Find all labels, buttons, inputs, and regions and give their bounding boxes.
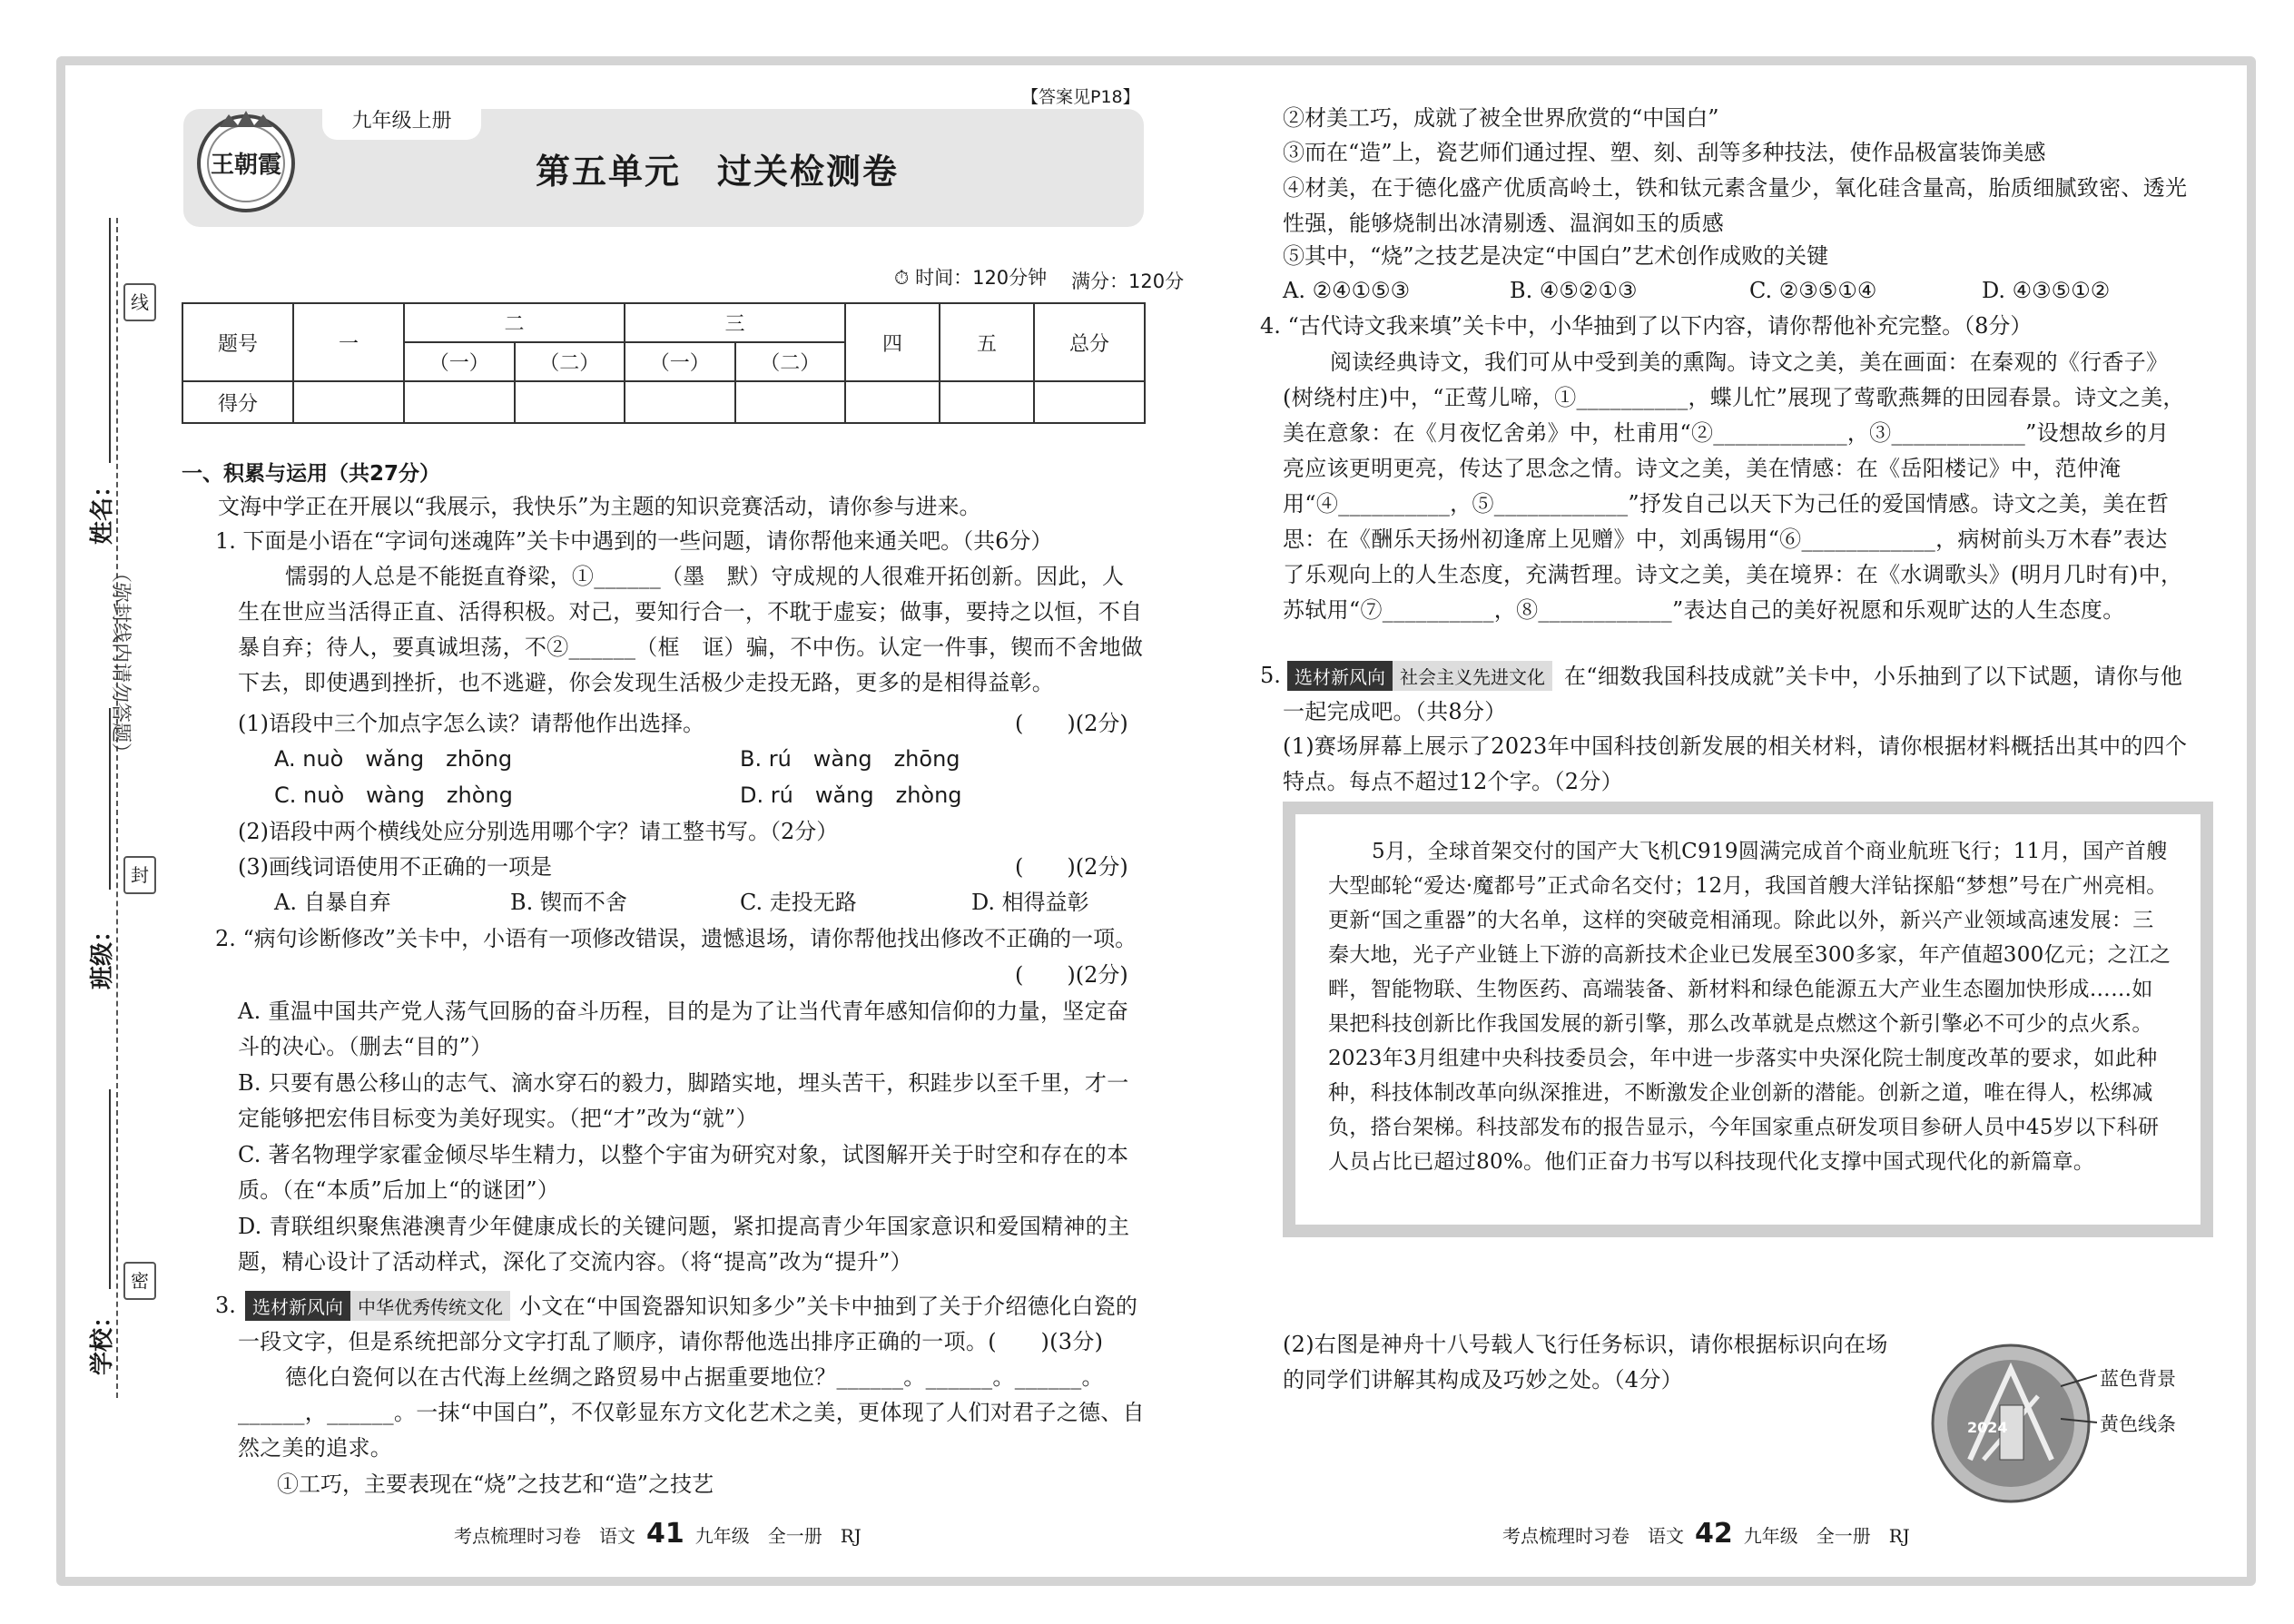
q1-3-option-b[interactable]: B. 锲而不舍 (510, 890, 627, 915)
q1-1: (1)语段中三个加点字怎么读？请帮他作出选择。 (238, 711, 704, 736)
q5-number: 5. (1260, 663, 1281, 688)
seal-mi: 密 (123, 1262, 156, 1300)
q3-sentence-1: ①工巧，主要表现在“烧”之技艺和“造”之技艺 (277, 1471, 714, 1497)
q1-1-answer[interactable]: ( )(2分) (1015, 711, 1128, 736)
binding-note: （弥封线内请勿答题） (109, 563, 132, 763)
footer-right (1502, 1518, 1910, 1552)
q2-option-b[interactable]: B. 只要有愚公移山的志气、滴水穿石的毅力，脚踏实地，埋头苦干，积跬步以至千里，才一定能够把宏伟目标变为美好现实。（把“才”改为“就”） (238, 1070, 1129, 1131)
q3-sentence-4: ④材美，在于德化盛产优质高岭土，铁和钛元素含量少，氧化硅含量高，胎质细腻致密、透光性强，能够烧制出冰清剔透、温润如玉的质感 (1283, 175, 2188, 236)
q3-option-b[interactable]: B. ④⑤②①③ (1510, 278, 1638, 303)
cell-total: 总分 (1034, 303, 1145, 381)
seal-feng: 封 (123, 856, 156, 894)
q3-sentence-2: ②材美工巧，成就了被全世界欣赏的“中国白” (1283, 105, 1719, 131)
score-input[interactable] (1034, 381, 1145, 423)
q1-1-option-d[interactable]: D. rú wǎng zhòng (740, 782, 962, 808)
answer-reference: 【答案见P18】 (1021, 87, 1140, 107)
q1-paragraph: 懦弱的人总是不能挺直脊梁，①______（墨 默）守成规的人很难开拓创新。因此，人生在世应当活得正直、活得积极。对己，要知行合一，不耽于虚妄；做事，要持之以恒，不自暴自弃；待人，要真诚坦荡，不②______（框 诓）骗，不中伤。认定一件事，锲而不舍地做下去，即使遇到挫折，也不逃避，你会发现生活极少走投无路，更多的是相得益彰。 (238, 564, 1144, 695)
class-label: 班级： (89, 918, 116, 989)
footer-left-info: 九年级 全一册 RJ (694, 1525, 861, 1547)
cell-score-label: 得分 (182, 381, 293, 423)
name-field-line (109, 218, 111, 463)
logo-text: 王朝霞 (210, 152, 282, 179)
q5-tag-topic: 社会主义先进文化 (1393, 661, 1552, 691)
school-label: 学校： (89, 1304, 116, 1375)
footer-left (454, 1518, 861, 1552)
q1-1-option-b[interactable]: B. rú wàng zhōng (740, 746, 960, 772)
footer-left-series: 考点梳理时习卷 语文 (454, 1525, 635, 1547)
q1-1-option-c[interactable]: C. nuò wàng zhòng (274, 782, 513, 808)
q3-sentence-5: ⑤其中，“烧”之技艺是决定“中国白”艺术创作成败的关键 (1283, 243, 1829, 269)
q1-3-option-d[interactable]: D. 相得益彰 (971, 890, 1089, 915)
material-text: 5月，全球首架交付的国产大飞机C919圆满完成首个商业航班飞行；11月，国产首艘大型邮轮“爱达·魔都号”正式命名交付；12月，我国首艘大洋钻探船“梦想”号在广州亮相。更新“国之重器”的大名单，这样的突破竞相涌现。除此以外，新兴产业领域高速发展：三秦大地，光子产业链上下游的高新技术企业已发展至300多家，年产值超300亿元；之江之畔，智能物联、生物医药、高端装备、新材料和绿色能源五大产业生态圈加快形成……如果把科技创新比作我国发展的新引擎，那么改革就是点燃这个新引擎必不可少的点火系。2023年3月组建中央科技委员会，年中进一步落实中央深化院士制度改革的要求，如此种种，科技体制改革向纵深推进，不断激发企业创新的潜能。创新之道，唯在得人，松绑减负，搭台架梯。科技部发布的报告显示，今年国家重点研发项目参研人员中45岁以下科研人员占比已超过80%。他们正奋力书写以科技现代化支撑中国式现代化的新篇章。 (1328, 840, 2171, 1174)
question-1: 1. 下面是小语在“字词句迷魂阵”关卡中遇到的一些问题，请你帮他来通关吧。（共6分） (215, 528, 1053, 554)
score-input[interactable] (625, 381, 735, 423)
q4-paragraph[interactable]: 阅读经典诗文，我们可从中受到美的熏陶。诗文之美，美在画面：在秦观的《行香子》(树绕村庄)中，“正莺儿啼，①__________，蝶儿忙”展现了莺歌燕舞的田园春景。诗文之美，美在意象：在《月夜忆舍弟》中，杜甫用“②____________，③____________”设想故乡的月亮应该更明更亮，传达了思念之情。诗文之美，美在情感：在《岳阳楼记》中，范仲淹用“④__________，⑤____________”抒发自己以天下为己任的爱国情感。诗文之美，美在哲思：在《酬乐天扬州初逢席上见赠》中，刘禹锡用“⑥____________，病树前头万木春”表达了乐观向上的人生态度，充满哲理。诗文之美，美在境界：在《水调歌头》(明月几时有)中，苏轼用“⑦__________，⑧____________”表达自己的美好祝愿和乐观旷达的人生态度。 (1283, 349, 2185, 623)
binding-line (116, 218, 118, 1398)
emblem-year: 2024 (1967, 1419, 2008, 1436)
q3-option-a[interactable]: A. ②④①⑤③ (1283, 278, 1411, 303)
score-input[interactable] (940, 381, 1034, 423)
q3-number: 3. (215, 1293, 236, 1318)
score-input[interactable] (515, 381, 625, 423)
emblem-leader-lines (2061, 1366, 2097, 1430)
school-field-line (109, 1089, 111, 1289)
q3-option-d[interactable]: D. ④③⑤①② (1982, 278, 2111, 303)
emblem-label-blue: 蓝色背景 (2100, 1368, 2176, 1390)
score-input[interactable] (404, 381, 515, 423)
page-number-left: 41 (646, 1518, 684, 1550)
full-score: 满分：120分 (1071, 271, 1185, 292)
material-box (1283, 802, 2213, 1237)
cell-part2: 二 (404, 303, 625, 342)
q5-2: (2)右图是神舟十八号载人飞行任务标识，请你根据标识向在场的同学们讲解其构成及巧妙之处。（4分） (1283, 1332, 1888, 1393)
cell-part4: 四 (845, 303, 940, 381)
page-number-right: 42 (1695, 1518, 1733, 1550)
score-input[interactable] (293, 381, 404, 423)
q3-sentence-3: ③而在“造”上，瓷艺师们通过捏、塑、刻、刮等多种技法，使作品极富装饰美感 (1283, 140, 2046, 165)
intro-text: 文海中学正在开展以“我展示，我快乐”为主题的知识竞赛活动，请你参与进来。 (218, 494, 981, 519)
q5-1: (1)赛场屏幕上展示了2023年中国科技创新发展的相关材料，请你根据材料概括出其中的四个特点。每点不超过12个字。（2分） (1283, 733, 2188, 794)
time-text: 时间：120分钟 (915, 267, 1048, 289)
q1-3-answer[interactable]: ( )(2分) (1015, 854, 1128, 880)
footer-right-info: 九年级 全一册 RJ (1743, 1525, 1910, 1547)
emblem-label-yellow: 黄色线条 (2100, 1413, 2176, 1435)
q3-tag-trend: 选材新风向 (245, 1291, 350, 1321)
cell-sub: （二） (515, 342, 625, 381)
q1-1-option-a[interactable]: A. nuò wǎng zhōng (274, 746, 513, 772)
publisher-logo (192, 107, 300, 214)
footer-right-series: 考点梳理时习卷 语文 (1502, 1525, 1684, 1547)
q5-tag-trend: 选材新风向 (1287, 661, 1393, 691)
time-info (894, 263, 1047, 290)
cell-sub: （一） (404, 342, 515, 381)
question-5: 在“细数我国科技成就”关卡中，小乐抽到了以下试题，请你与他一起完成吧。（共8分） (1283, 664, 2183, 724)
cell-sub: （二） (735, 342, 846, 381)
q3-tag-topic: 中华优秀传统文化 (350, 1291, 510, 1321)
clock-icon: ⏱ (894, 267, 910, 289)
q1-3: (3)画线词语使用不正确的一项是 (238, 854, 552, 880)
q2-option-c[interactable]: C. 著名物理学家霍金倾尽毕生精力，以整个宇宙为研究对象，试图解开关于时空和存在的本质。（在“本质”后加上“的谜团”） (238, 1142, 1129, 1203)
question-2: 2. “病句诊断修改”关卡中，小语有一项修改错误，遗憾退场，请你帮他找出修改不正确的一项。 (215, 926, 1137, 951)
q3-option-c[interactable]: C. ②③⑤①④ (1749, 278, 1877, 303)
q2-option-a[interactable]: A. 重温中国共产党人荡气回肠的奋斗历程，目的是为了让当代青年感知信仰的力量，坚定奋斗的决心。（删去“目的”） (238, 999, 1129, 1059)
cell-tihao: 题号 (182, 303, 293, 381)
question-4: 4. “古代诗文我来填”关卡中，小华抽到了以下内容，请你帮他补充完整。（8分） (1260, 313, 2033, 339)
q2-option-d[interactable]: D. 青联组织聚焦港澳青少年健康成长的关键问题，紧扣提高青少年国家意识和爱国精神的主题，精心设计了活动样式，深化了交流内容。（将“提高”改为“提升”） (238, 1214, 1130, 1275)
q1-3-option-a[interactable]: A. 自暴自弃 (274, 890, 391, 915)
cell-part5: 五 (940, 303, 1034, 381)
section-1-heading: 一、积累与运用（共27分） (182, 462, 441, 486)
name-label: 姓名： (89, 473, 116, 545)
q3-paragraph: 德化白瓷何以在古代海上丝绸之路贸易中占据重要地位？______。______。______。______，______。一抹“中国白”，不仅彰显东方文化艺术之美，更体现了人们对君子之德、自然之美的追求。 (238, 1364, 1145, 1461)
score-table (182, 302, 1146, 424)
page-title: 第五单元 过关检测卷 (536, 152, 900, 192)
q2-answer[interactable]: ( )(2分) (1015, 962, 1128, 988)
q1-2: (2)语段中两个横线处应分别选用哪个字？请工整书写。（2分） (238, 819, 839, 844)
cell-part3: 三 (625, 303, 845, 342)
score-input[interactable] (735, 381, 846, 423)
score-input[interactable] (845, 381, 940, 423)
cell-part1: 一 (293, 303, 404, 381)
grade-tab: 九年级上册 (322, 103, 481, 140)
cell-sub: （一） (625, 342, 735, 381)
q1-3-option-c[interactable]: C. 走投无路 (740, 890, 857, 915)
seal-xian: 线 (123, 283, 156, 321)
question-3: 小文在“中国瓷器知识知多少”关卡中抽到了关于介绍德化白瓷的一段文字，但是系统把部分文字打乱了顺序，请你帮他选出排序正确的一项。( )(3分) (238, 1294, 1138, 1354)
